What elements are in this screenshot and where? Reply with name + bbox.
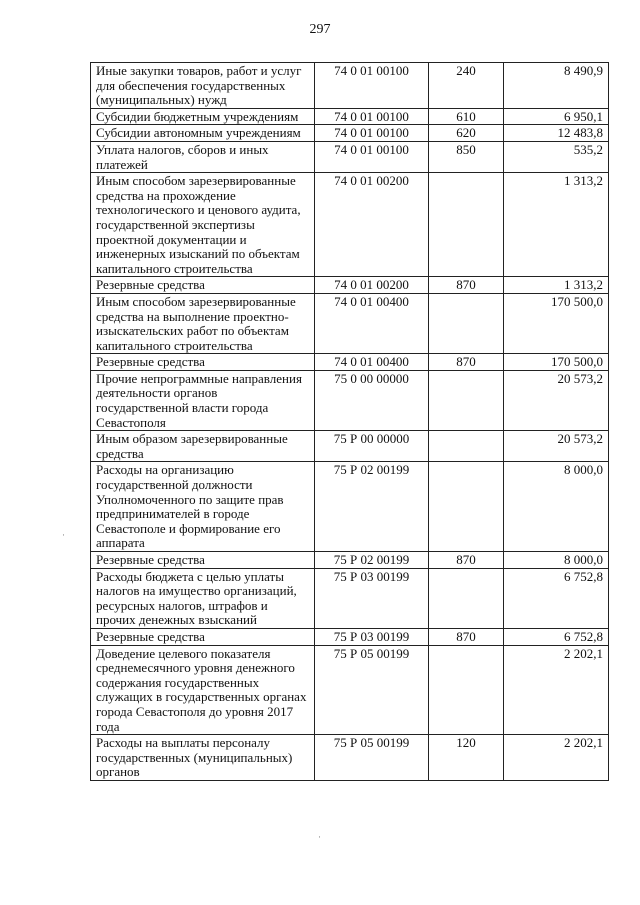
- table-row: [91, 735, 609, 781]
- row-amount-cell: 12 483,8: [504, 125, 609, 142]
- row-amount-cell: 170 500,0: [504, 354, 609, 371]
- row-code-cell: 74 0 01 00100: [315, 108, 429, 125]
- table-row: [91, 173, 609, 277]
- row-amount-cell: 20 573,2: [504, 370, 609, 430]
- row-code-cell: 74 0 01 00200: [315, 277, 429, 294]
- budget-table-body: [91, 63, 609, 781]
- row-amount-cell: 6 950,1: [504, 108, 609, 125]
- table-row: [91, 125, 609, 142]
- row-name-cell: Резервные средства: [91, 277, 315, 294]
- row-type-cell: [429, 173, 504, 277]
- table-row: [91, 370, 609, 430]
- row-name-cell: Иным образом зарезервированные средства: [91, 431, 315, 462]
- row-type-cell: 610: [429, 108, 504, 125]
- row-code-cell: 75 Р 03 00199: [315, 568, 429, 628]
- table-row: [91, 63, 609, 109]
- row-name-cell: Субсидии бюджетным учреждениям: [91, 108, 315, 125]
- row-code-cell: 74 0 01 00400: [315, 293, 429, 353]
- row-name-cell: Расходы на выплаты персоналу государственных (муниципальных) органов: [91, 735, 315, 781]
- row-code-cell: 75 0 00 00000: [315, 370, 429, 430]
- table-row: [91, 354, 609, 371]
- row-amount-cell: 8 000,0: [504, 552, 609, 569]
- page-number: 297: [309, 22, 331, 37]
- row-name-cell: Иным способом зарезервированные средства на прохождение технологического и ценового аудита, государственной экспертизы проектной документации и инженерных изысканий по объектам капитального строительства: [91, 173, 315, 277]
- row-name-cell: Резервные средства: [91, 552, 315, 569]
- row-amount-cell: 170 500,0: [504, 293, 609, 353]
- row-amount-cell: 1 313,2: [504, 277, 609, 294]
- row-name-cell: Иные закупки товаров, работ и услуг для обеспечения государственных (муниципальных) нужд: [91, 63, 315, 109]
- row-type-cell: [429, 645, 504, 735]
- table-row: [91, 628, 609, 645]
- scan-mark: ·: [318, 832, 321, 842]
- row-type-cell: 120: [429, 735, 504, 781]
- row-amount-cell: 8 000,0: [504, 462, 609, 552]
- row-type-cell: 870: [429, 552, 504, 569]
- table-row: [91, 645, 609, 735]
- row-type-cell: 870: [429, 354, 504, 371]
- row-name-cell: Резервные средства: [91, 354, 315, 371]
- table-row: [91, 108, 609, 125]
- table-row: [91, 277, 609, 294]
- row-type-cell: 850: [429, 141, 504, 172]
- row-name-cell: Доведение целевого показателя среднемесячного уровня денежного содержания государственных служащих в государственных органах города Севастополя до уровня 2017 года: [91, 645, 315, 735]
- table-row: [91, 431, 609, 462]
- row-code-cell: 75 Р 02 00199: [315, 552, 429, 569]
- budget-table: [90, 62, 609, 781]
- row-code-cell: 75 Р 00 00000: [315, 431, 429, 462]
- row-name-cell: Субсидии автономным учреждениям: [91, 125, 315, 142]
- row-name-cell: Прочие непрограммные направления деятельности органов государственной власти города Севастополя: [91, 370, 315, 430]
- row-name-cell: Резервные средства: [91, 628, 315, 645]
- row-amount-cell: 6 752,8: [504, 628, 609, 645]
- row-code-cell: 74 0 01 00100: [315, 125, 429, 142]
- row-code-cell: 75 Р 05 00199: [315, 645, 429, 735]
- row-amount-cell: 2 202,1: [504, 735, 609, 781]
- row-name-cell: Расходы на организацию государственной должности Уполномоченного по защите прав предпринимателей в городе Севастополе и формирование его аппарата: [91, 462, 315, 552]
- table-row: [91, 462, 609, 552]
- table-row: [91, 552, 609, 569]
- row-name-cell: Расходы бюджета с целью уплаты налогов на имущество организаций, ресурсных налогов, штрафов и прочих денежных взысканий: [91, 568, 315, 628]
- row-code-cell: 75 Р 05 00199: [315, 735, 429, 781]
- row-type-cell: 870: [429, 277, 504, 294]
- table-row: [91, 293, 609, 353]
- row-type-cell: [429, 293, 504, 353]
- scan-mark: ·: [62, 530, 65, 540]
- row-amount-cell: 8 490,9: [504, 63, 609, 109]
- row-amount-cell: 535,2: [504, 141, 609, 172]
- row-type-cell: 240: [429, 63, 504, 109]
- row-amount-cell: 1 313,2: [504, 173, 609, 277]
- row-type-cell: [429, 568, 504, 628]
- table-row: [91, 141, 609, 172]
- row-code-cell: 74 0 01 00100: [315, 63, 429, 109]
- row-amount-cell: 20 573,2: [504, 431, 609, 462]
- table-row: [91, 568, 609, 628]
- row-type-cell: [429, 462, 504, 552]
- row-type-cell: [429, 370, 504, 430]
- row-code-cell: 74 0 01 00400: [315, 354, 429, 371]
- row-amount-cell: 2 202,1: [504, 645, 609, 735]
- row-name-cell: Уплата налогов, сборов и иных платежей: [91, 141, 315, 172]
- row-amount-cell: 6 752,8: [504, 568, 609, 628]
- row-code-cell: 74 0 01 00100: [315, 141, 429, 172]
- row-type-cell: [429, 431, 504, 462]
- row-code-cell: 74 0 01 00200: [315, 173, 429, 277]
- row-type-cell: 870: [429, 628, 504, 645]
- row-name-cell: Иным способом зарезервированные средства на выполнение проектно-изыскательских работ по объектам капитального строительства: [91, 293, 315, 353]
- row-type-cell: 620: [429, 125, 504, 142]
- row-code-cell: 75 Р 02 00199: [315, 462, 429, 552]
- row-code-cell: 75 Р 03 00199: [315, 628, 429, 645]
